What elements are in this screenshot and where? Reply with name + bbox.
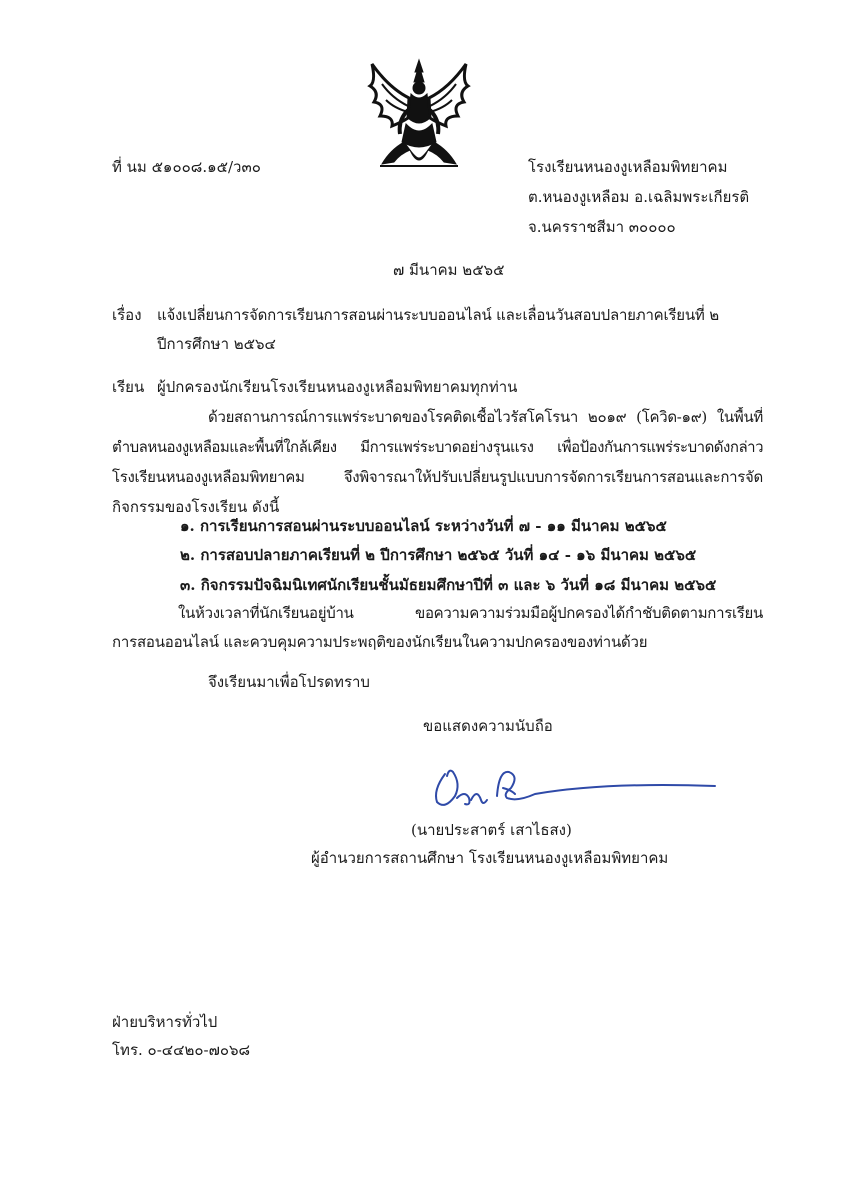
list-item-3: ๓. กิจกรรมปัจฉิมนิเทศนักเรียนชั้นมัธยมศึกษาปีที่ ๓ และ ๖ วันที่ ๑๘ มีนาคม ๒๕๖๕ [180, 576, 717, 594]
body-para1-line4: กิจกรรมของโรงเรียน ดังนี้ [112, 498, 280, 516]
school-address-line2: จ.นครราชสีมา ๓๐๐๐๐ [528, 218, 676, 236]
subject-label: เรื่อง [112, 306, 142, 324]
body-para1-line1: ด้วยสถานการณ์การแพร่ระบาดของโรคติดเชื้อไวรัสโคโรนา ๒๐๑๙ (โควิด-๑๙) ในพื้นที่ [208, 408, 763, 426]
recipient-text: ผู้ปกครองนักเรียนโรงเรียนหนองงูเหลือมพิทยาคมทุกท่าน [157, 378, 518, 396]
regards-text: ขอแสดงความนับถือ [423, 717, 553, 735]
list-item-1: ๑. การเรียนการสอนผ่านระบบออนไลน์ ระหว่างวันที่ ๗ - ๑๑ มีนาคม ๒๕๖๕ [180, 517, 667, 535]
subject-line1: แจ้งเปลี่ยนการจัดการเรียนการสอนผ่านระบบออนไลน์ และเลื่อนวันสอบปลายภาคเรียนที่ ๒ [157, 306, 719, 324]
list-item-2: ๒. การสอบปลายภาคเรียนที่ ๒ ปีการศึกษา ๒๕๖๕ วันที่ ๑๔ - ๑๖ มีนาคม ๒๕๖๕ [180, 546, 697, 564]
subject-line2: ปีการศึกษา ๒๕๖๔ [157, 335, 276, 353]
signer-position: ผู้อำนวยการสถานศึกษา โรงเรียนหนองงูเหลือมพิทยาคม [311, 849, 669, 867]
school-address-line1: ต.หนองงูเหลือม อ.เฉลิมพระเกียรติ [528, 188, 750, 206]
footer-department: ฝ่ายบริหารทั่วไป [112, 1013, 218, 1031]
document-number: ที่ นม ๕๑๐๐๘.๑๕/ว๓๐ [112, 158, 261, 176]
footer-phone: โทร. ๐-๔๔๒๐-๗๐๖๘ [112, 1041, 251, 1059]
letter-date: ๗ มีนาคม ๒๕๖๕ [393, 261, 505, 279]
signer-name: (นายประสาตร์ เสาไธสง) [411, 821, 572, 839]
closing-text: จึงเรียนมาเพื่อโปรดทราบ [208, 673, 370, 691]
body-para2-line1: ในห้วงเวลาที่นักเรียนอยู่บ้าน ขอความความร่วมมือผู้ปกครองได้กำชับติดตามการเรียน [178, 604, 763, 622]
body-para1-line2: ตำบลหนองงูเหลือมและพื้นที่ใกล้เคียง มีการแพร่ระบาดอย่างรุนแรง เพื่อป้องกันการแพร่ระบาดดังกล่าว [112, 438, 763, 456]
handwritten-signature-icon [425, 760, 725, 820]
body-para2-line2: การสอนออนไลน์ และควบคุมความประพฤติของนักเรียนในความปกครองของท่านด้วย [112, 633, 648, 651]
recipient-label: เรียน [112, 378, 145, 396]
body-para1-line3: โรงเรียนหนองงูเหลือมพิทยาคม จึงพิจารณาให้ปรับเปลี่ยนรูปแบบการจัดการเรียนการสอนและการจัด [112, 468, 763, 486]
garuda-emblem-icon [364, 58, 474, 173]
school-name: โรงเรียนหนองงูเหลือมพิทยาคม [528, 158, 728, 176]
